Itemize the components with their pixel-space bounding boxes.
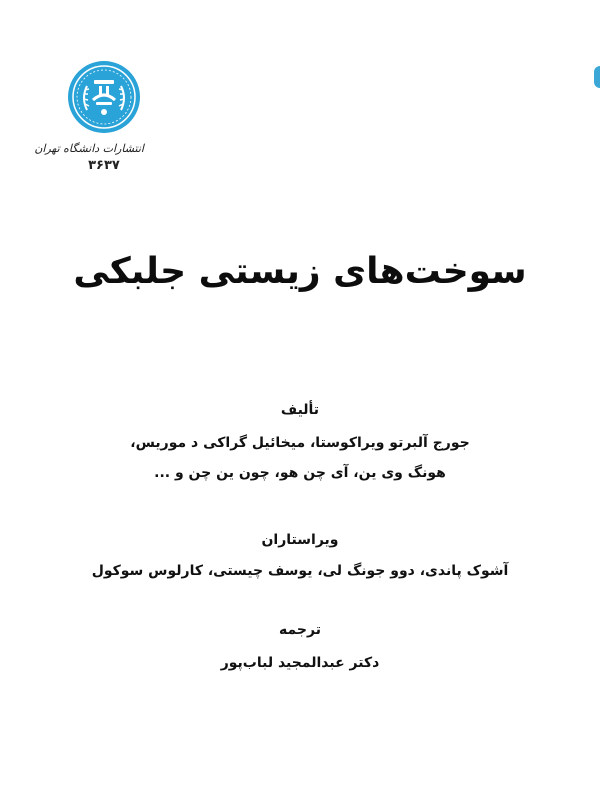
translator-label: ترجمه [279, 622, 321, 638]
authors-line-2: هونگ وی ین، آی چن هو، چون ین چن و ... [154, 465, 446, 481]
editors-section [0, 530, 600, 586]
book-title: سوخت‌های زیستی جلبکی [73, 251, 527, 292]
university-seal-icon [67, 60, 141, 134]
spine-logo-edge [594, 66, 600, 88]
translator-section [0, 620, 600, 678]
authors-label: تألیف [280, 402, 320, 418]
authors-line-1: جورج آلبرتو ویراکوستا، میخائیل گراکی د موریس، [130, 435, 470, 451]
editors-line-1: آشوک پاندی، دوو جونگ لی، یوسف چیستی، کارلوس سوکول [91, 563, 509, 579]
publisher-block [34, 60, 144, 174]
authors-section [0, 400, 600, 488]
publisher-name: انتشارات دانشگاه تهران [34, 142, 144, 155]
publication-number: ۳۶۳۷ [88, 158, 120, 173]
translator-name: دکتر عبدالمجید لباب‌پور [220, 655, 380, 671]
editors-label: ویراستاران [261, 532, 339, 548]
